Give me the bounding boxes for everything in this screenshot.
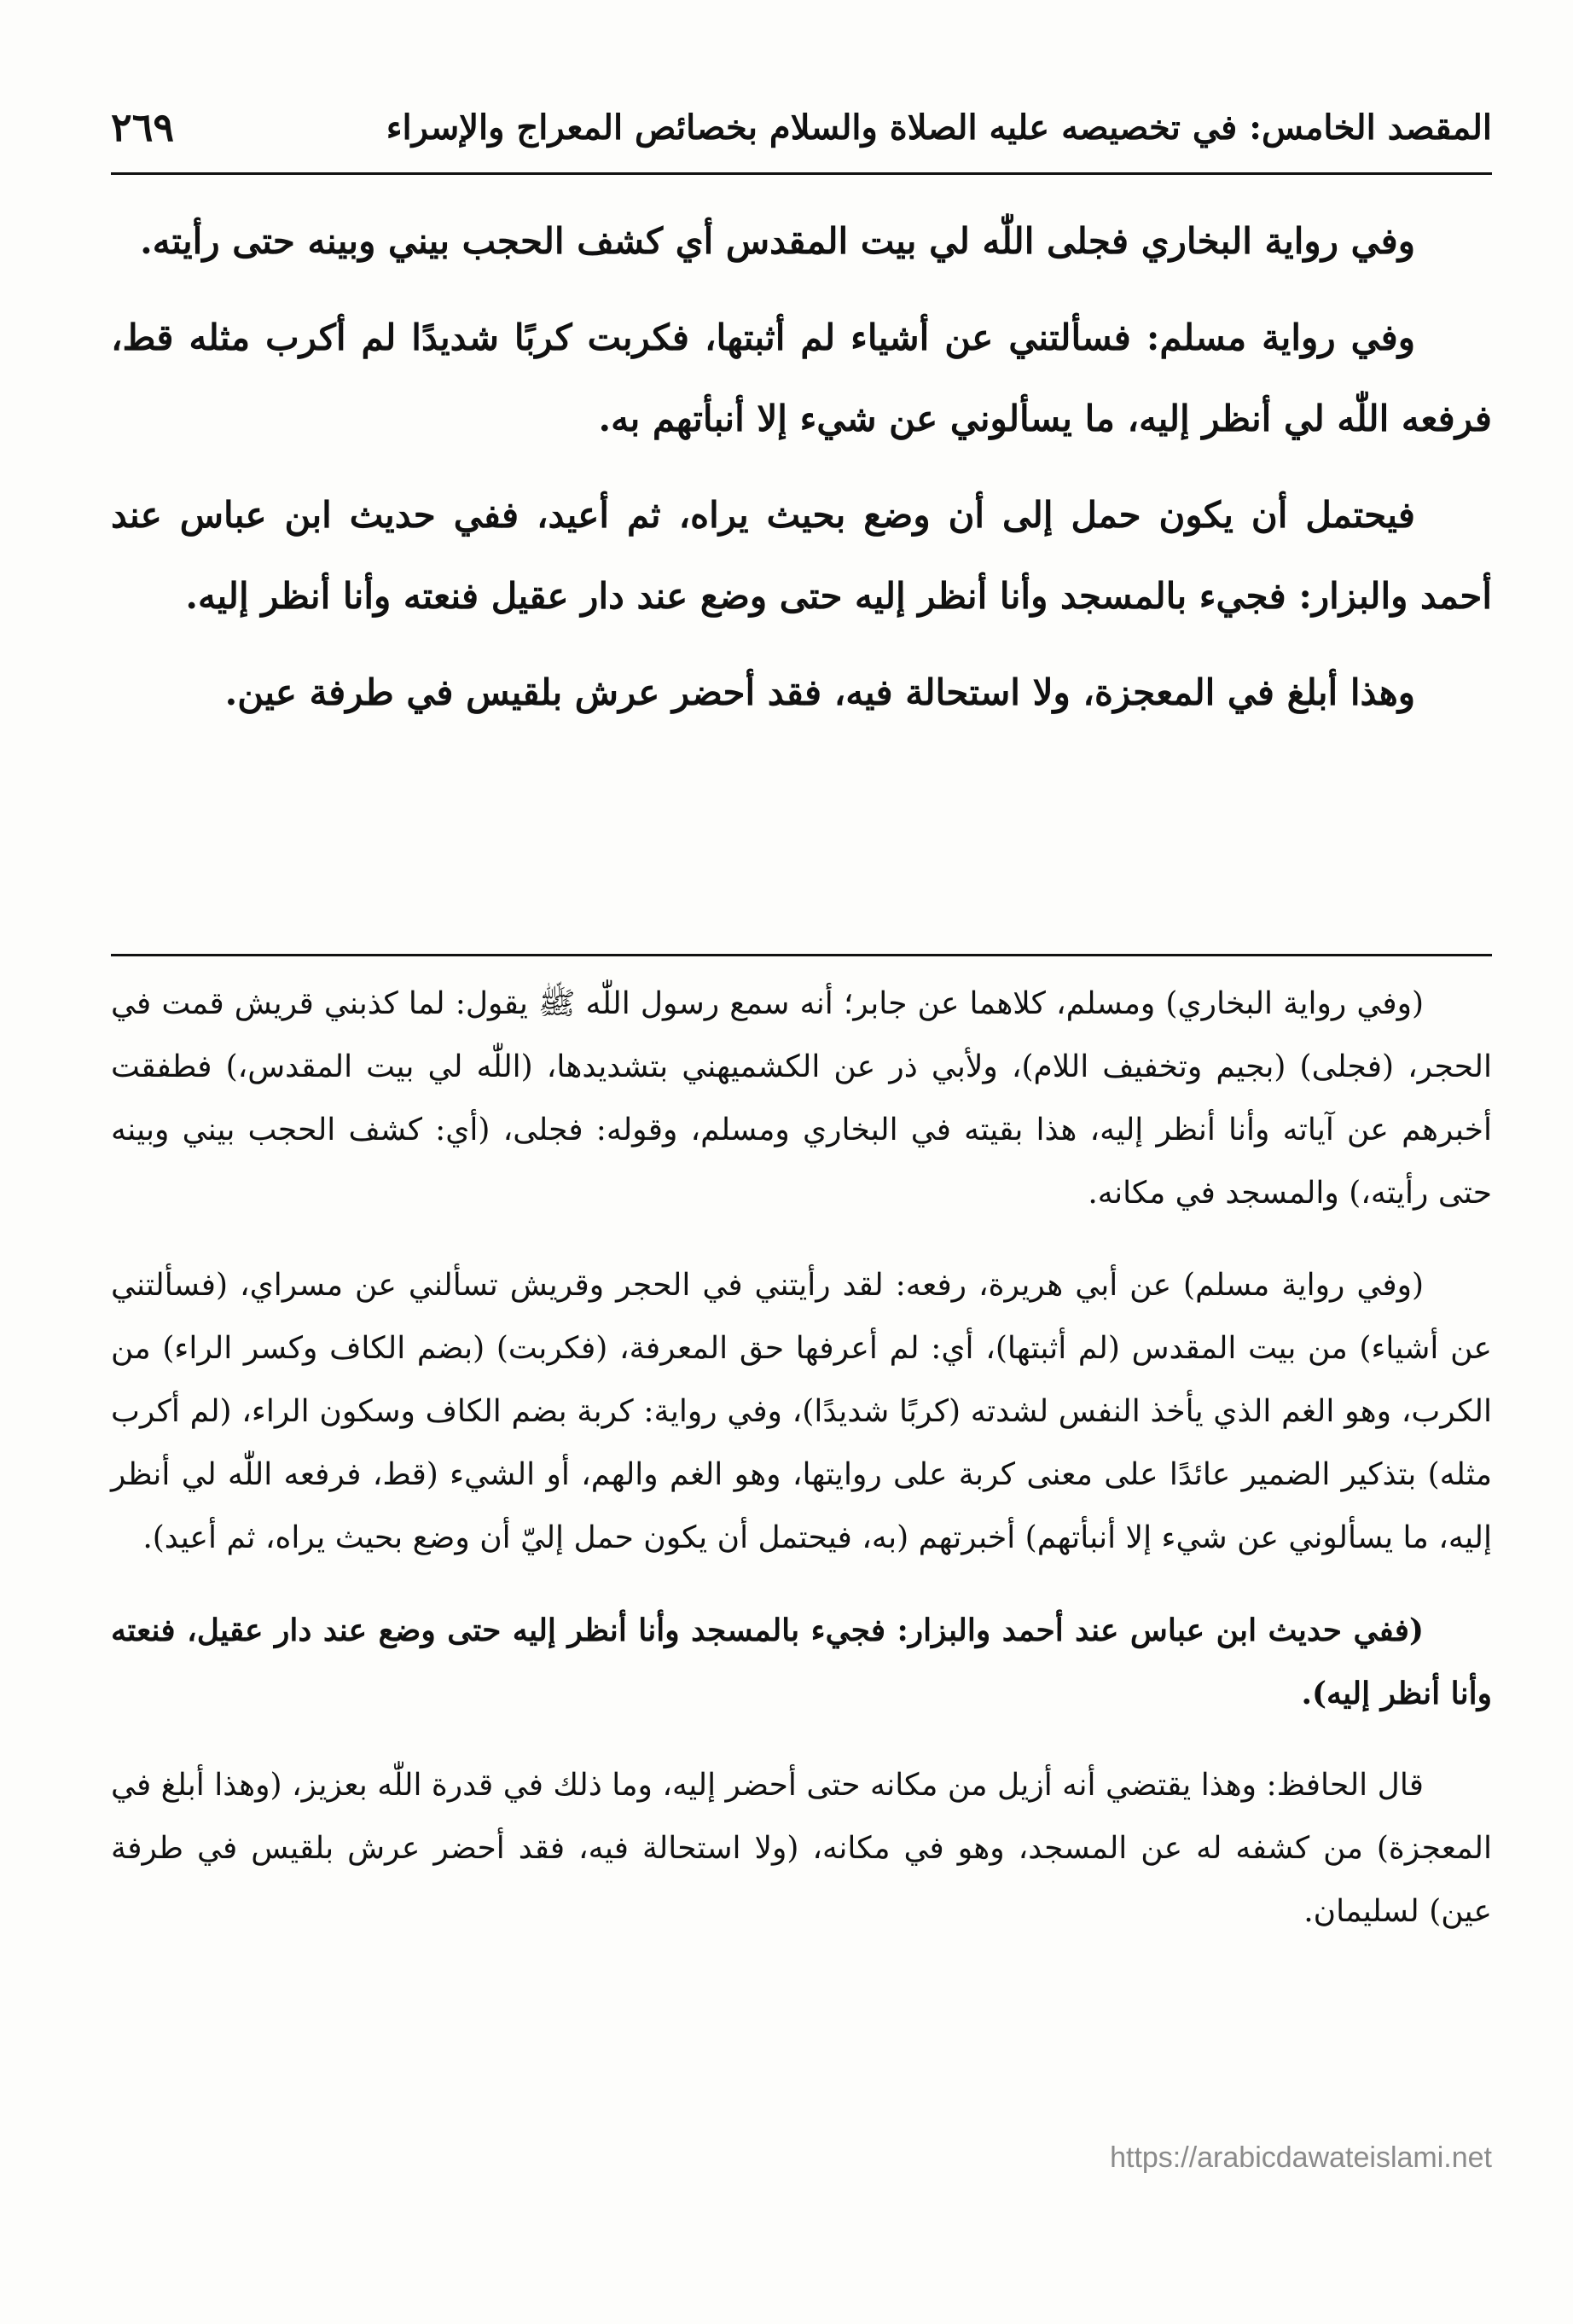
header-rule: [111, 172, 1492, 175]
note-paragraph: (وفي رواية البخاري) ومسلم، كلاهما عن جابر؛ أنه سمع رسول اللّٰه ﷺ يقول: لما كذبني قريش قمت في الحجر، (فجلى) (بجيم وتخفيف اللام)، ولأبي ذر عن الكشميهني بتشديدها، (اللّٰه لي بيت المقدس،) فطفقت أخبرهم عن آياته وأنا أنظر إليه، هذا بقيته في البخاري ومسلم، وقوله: فجلى، (أي: كشف الحجب بيني وبينه حتى رأيته،) والمسجد في مكانه.: [111, 986, 1493, 1211]
chapter-title: المقصد الخامس: في تخصيصه عليه الصلاة والسلام بخصائص المعراج والإسراء: [386, 107, 1492, 148]
main-paragraph: وهذا أبلغ في المعجزة، ولا استحالة فيه، فقد أحضر عرش بلقيس في طرفة عين.: [224, 671, 1415, 713]
running-header: [111, 101, 1492, 169]
main-paragraph: وفي رواية البخاري فجلى اللّٰه لي بيت المقدس أي كشف الحجب بيني وبينه حتى رأيته.: [140, 220, 1415, 262]
footnote-separator: [111, 954, 1492, 956]
main-paragraph: فيحتمل أن يكون حمل إلى أن وضع بحيث يراه، ثم أعيد، ففي حديث ابن عباس عند أحمد والبزار: فجيء بالمسجد وأنا أنظر إليه حتى وضع عند دار عقيل فنعته وأنا أنظر إليه.: [111, 494, 1492, 617]
note-paragraph: قال الحافظ: وهذا يقتضي أنه أزيل من مكانه حتى أحضر إليه، وما ذلك في قدرة اللّٰه بعزيز، (وهذا أبلغ في المعجزة) من كشفه له عن المسجد، وهو في مكانه، (ولا استحالة فيه، فقد أحضر عرش بلقيس في طرفة عين) لسليمان.: [111, 1768, 1492, 1929]
note-paragraph: (وفي رواية مسلم) عن أبي هريرة، رفعه: لقد رأيتني في الحجر وقريش تسألني عن مسراي، (فسألتني عن أشياء) من بيت المقدس (لم أثبتها)، أي: لم أعرفها حق المعرفة، (فكربت) (بضم الكاف وكسر الراء) من الكرب، وهو الغم الذي يأخذ النفس لشدته (كربًا شديدًا)، وفي رواية: كربة بضم الكاف وسكون الراء، (لم أكرب مثله) بتذكير الضمير عائدًا على معنى كربة على روايتها، وهو الغم والهم، أو الشيء (قط، فرفعه اللّٰه لي أنظر إليه، ما يسألوني عن شيء إلا أنبأتهم) أخبرتهم (به، فيحتمل أن يكون حمل إليّ أن وضع بحيث يراه، ثم أعيد).: [111, 1268, 1492, 1555]
page-number: ٢٦٩: [111, 104, 175, 150]
note-paragraph: (ففي حديث ابن عباس عند أحمد والبزار: فجيء بالمسجد وأنا أنظر إليه حتى وضع عند دار عقيل، فنعته وأنا أنظر إليه).: [111, 1612, 1492, 1711]
main-paragraph: وفي رواية مسلم: فسألتني عن أشياء لم أثبتها، فكربت كربًا شديدًا لم أكرب مثله قط، فرفعه اللّٰه لي أنظر إليه، ما يسألوني عن شيء إلا أنبأتهم به.: [111, 317, 1492, 439]
watermark-url: https://arabicdawateislami.net: [1110, 2141, 1492, 2174]
commentary-notes: [111, 973, 1492, 1972]
main-text: [111, 200, 1492, 748]
